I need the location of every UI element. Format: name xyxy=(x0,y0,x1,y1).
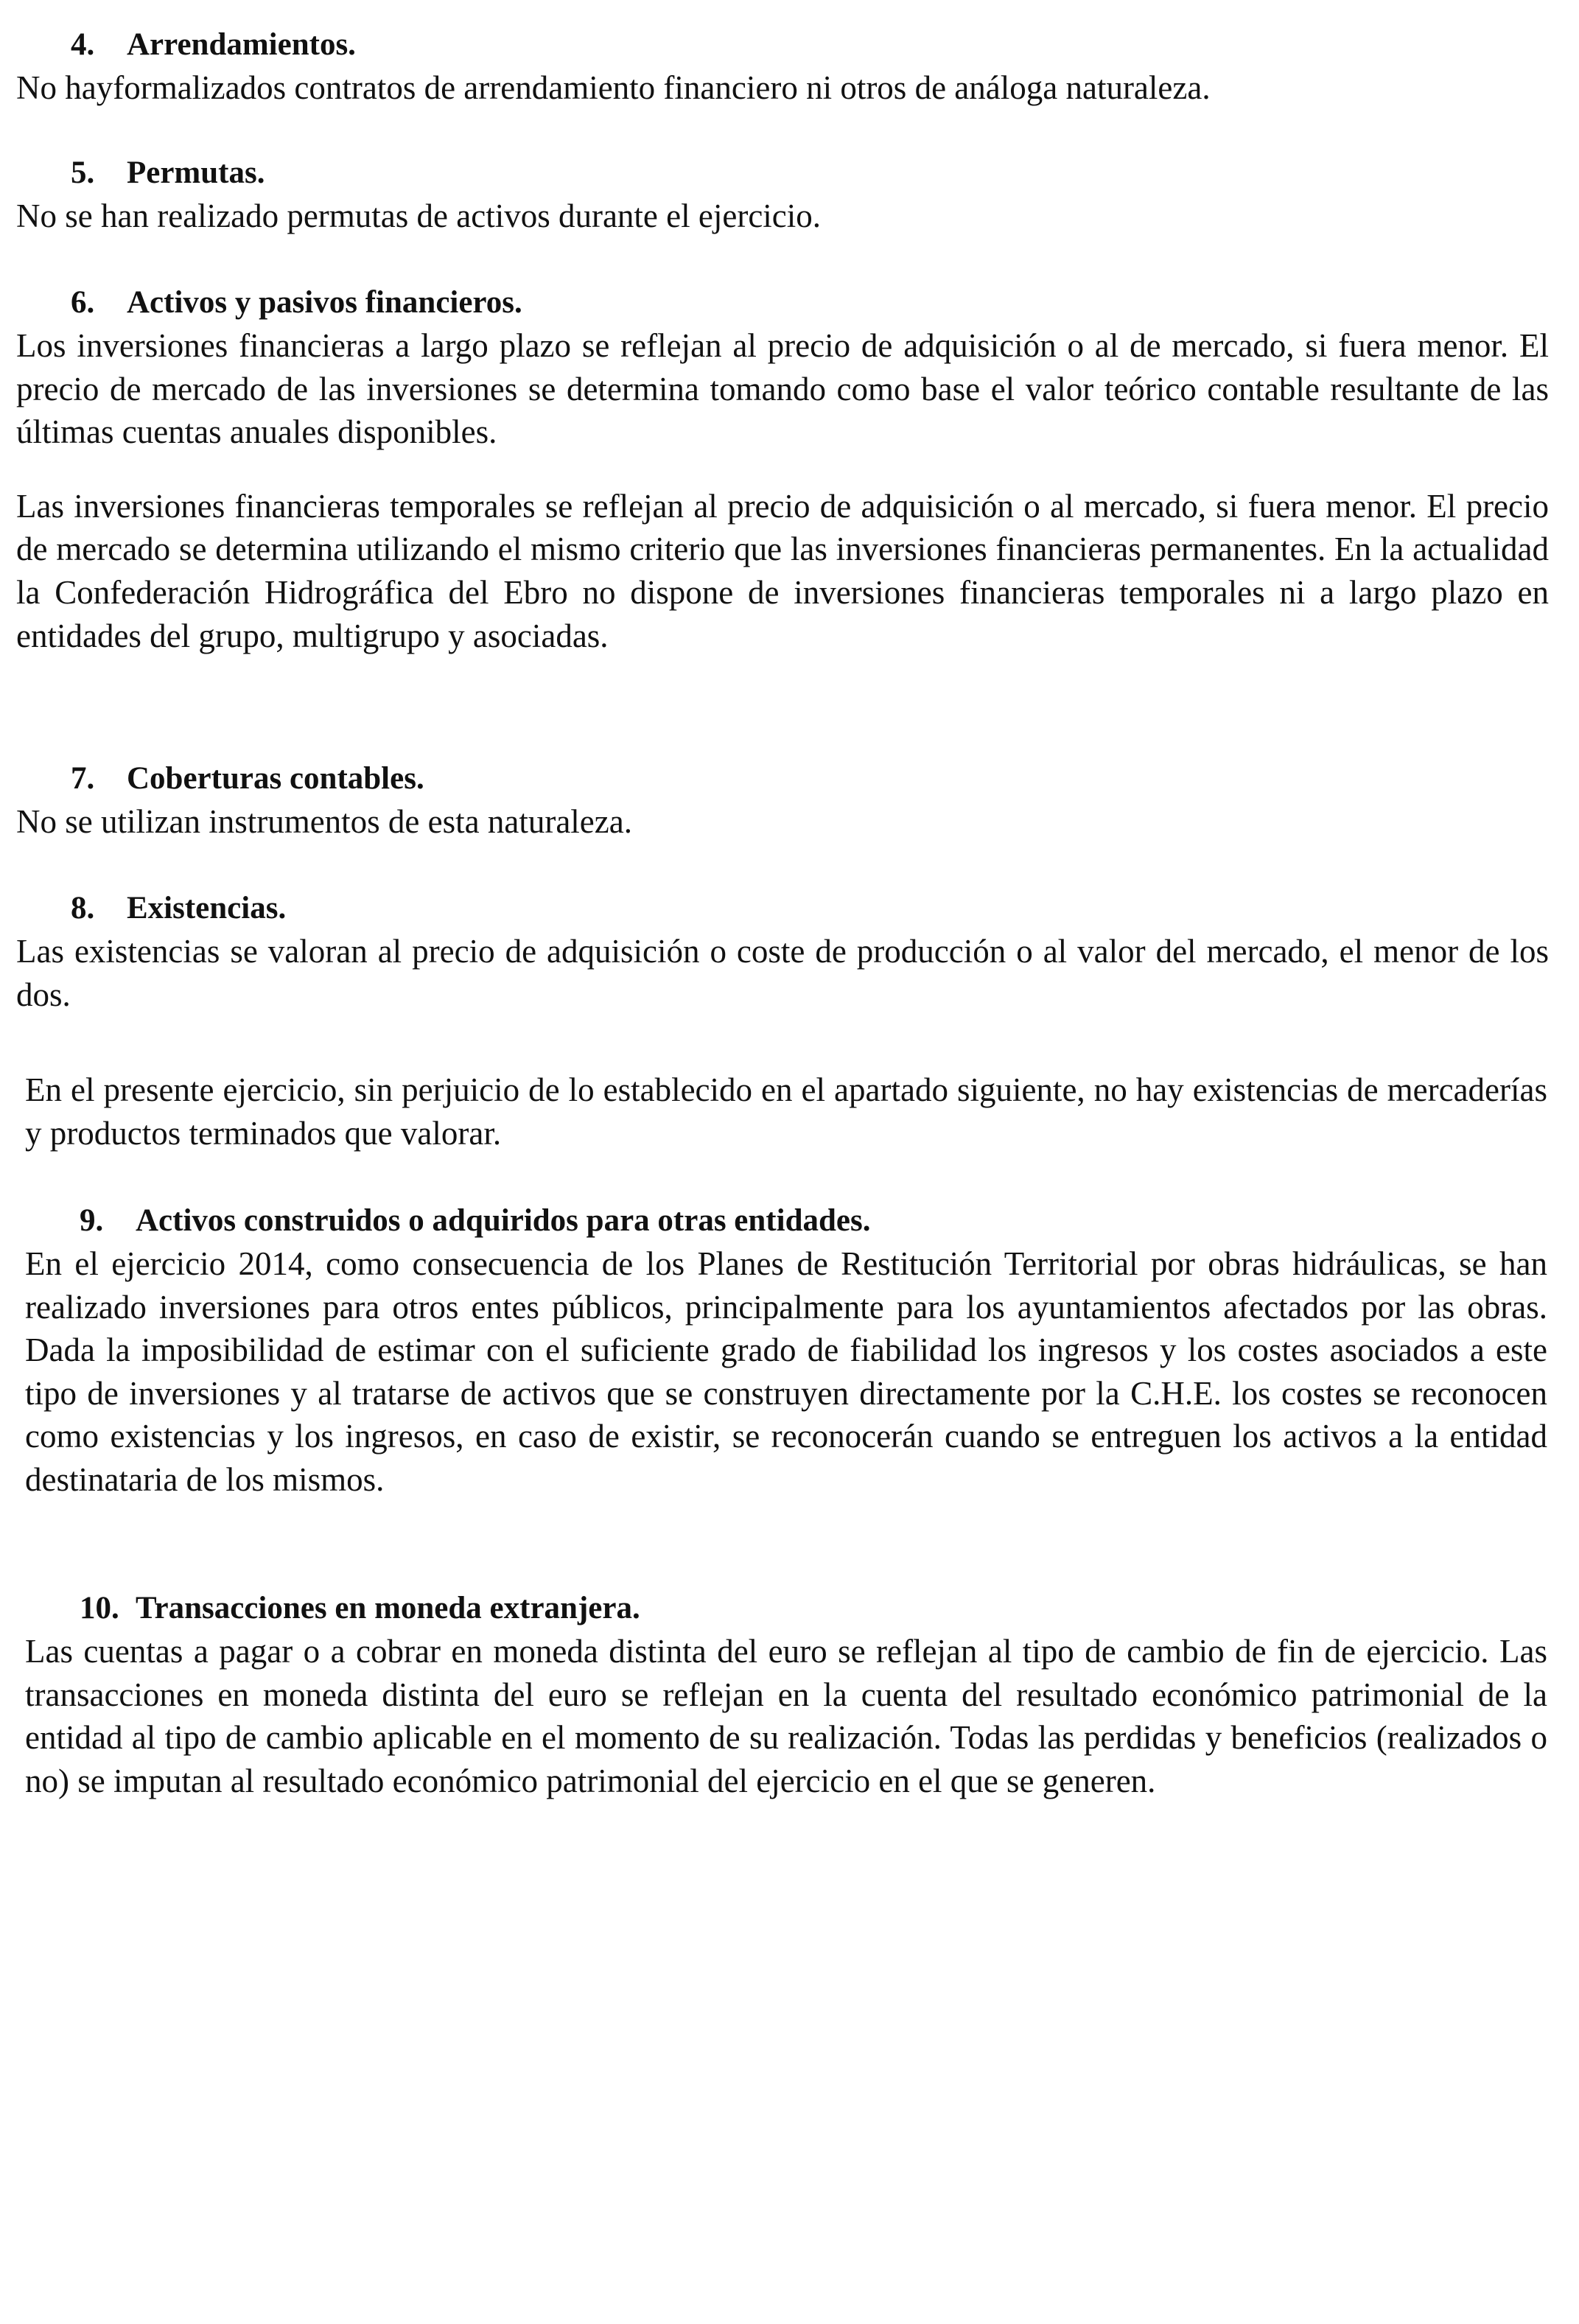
section-number: 9. xyxy=(80,1203,104,1238)
section-number: 5. xyxy=(71,155,95,190)
section-paragraph: En el ejercicio 2014, como consecuencia de los Planes de Restitución Territorial por obras hidráulicas, se han realizado inversiones para otros entes públicos, principalmente para los ayuntamientos afectados por las obras. Dada la imposibilidad de estimar con el suficiente grado de fiabilidad los ingresos y los costes asociados a este tipo de inversiones y al tratarse de activos que se construyen directamente por la C.H.E. los costes se reconocen como existencias y los ingresos, en caso de existir, se reconocerán cuando se entreguen los activos a la entidad destinataria de los mismos. xyxy=(25,1245,1547,1498)
section-number: 8. xyxy=(71,891,95,925)
section-activos-pasivos-financieros xyxy=(16,281,1549,657)
section-title: Transacciones en moneda extranjera. xyxy=(136,1591,640,1625)
section-title: Activos y pasivos financieros. xyxy=(127,285,522,320)
section-title: Permutas. xyxy=(127,155,265,190)
section-heading xyxy=(16,281,1549,324)
section-title: Arrendamientos. xyxy=(127,27,356,62)
section-existencias-note xyxy=(25,1068,1547,1155)
section-heading xyxy=(16,757,1549,800)
section-paragraph: Las inversiones financieras temporales se reflejan al precio de adquisición o al mercado, si fuera menor. El precio de mercado se determina utilizando el mismo criterio que las inversiones financieras permanentes. En la actualidad la Confederación Hidrográfica del Ebro no dispone de inversiones financieras temporales ni a largo plazo en entidades del grupo, multigrupo y asociadas. xyxy=(16,487,1549,654)
section-heading xyxy=(25,1200,1547,1242)
section-paragraph: En el presente ejercicio, sin perjuicio de lo establecido en el apartado siguiente, no hay existencias de mercaderías y productos terminados que valorar. xyxy=(25,1071,1547,1152)
section-paragraph: No se utilizan instrumentos de esta naturaleza. xyxy=(16,803,632,840)
section-number: 7. xyxy=(71,761,95,796)
section-paragraph: Las existencias se valoran al precio de adquisición o coste de producción o al valor del mercado, el menor de los dos. xyxy=(16,933,1549,1013)
section-number: 4. xyxy=(71,27,95,62)
section-title: Existencias. xyxy=(127,891,287,925)
section-activos-construidos xyxy=(25,1200,1547,1502)
section-number: 6. xyxy=(71,285,95,320)
section-heading xyxy=(25,1587,1547,1630)
section-coberturas-contables xyxy=(16,757,1549,844)
section-permutas xyxy=(16,152,1549,238)
section-arrendamientos xyxy=(16,24,1549,110)
section-heading xyxy=(16,152,1549,195)
section-heading xyxy=(16,24,1549,66)
section-paragraph: No se han realizado permutas de activos durante el ejercicio. xyxy=(16,197,822,234)
section-existencias xyxy=(16,887,1549,1016)
section-number: 10. xyxy=(80,1591,119,1625)
section-title: Coberturas contables. xyxy=(127,761,424,796)
section-paragraph: Los inversiones financieras a largo plazo se reflejan al precio de adquisición o al de mercado, si fuera menor. El precio de mercado de las inversiones se determina tomando como base el valor teórico contable resultante de las últimas cuentas anuales disponibles. xyxy=(16,327,1549,451)
section-transacciones-moneda-extranjera xyxy=(25,1587,1547,1802)
section-paragraph: No hayformalizados contratos de arrendamiento financiero ni otros de análoga naturaleza. xyxy=(16,69,1211,106)
section-heading xyxy=(16,887,1549,930)
section-title: Activos construidos o adquiridos para otras entidades. xyxy=(136,1203,871,1238)
section-paragraph: Las cuentas a pagar o a cobrar en moneda distinta del euro se reflejan al tipo de cambio de fin de ejercicio. Las transacciones en moneda distinta del euro se reflejan en la cuenta del resultado económico patrimonial de la entidad al tipo de cambio aplicable en el momento de su realización. Todas las perdidas y beneficios (realizados o no) se imputan al resultado económico patrimonial del ejercicio en el que se generen. xyxy=(25,1633,1547,1799)
